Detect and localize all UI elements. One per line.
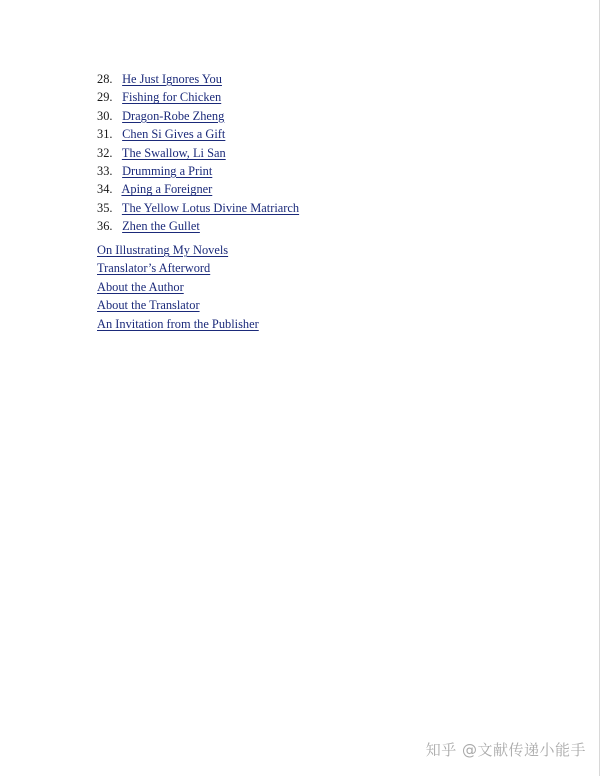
chapter-number: 36.	[97, 219, 113, 234]
chapter-number: 34.	[97, 182, 113, 197]
chapter-number: 28.	[97, 72, 113, 86]
back-matter-item	[97, 241, 259, 259]
chapter-link[interactable]: The Swallow, Li San	[121, 145, 226, 160]
back-matter-link-afterword[interactable]: Translator’s Afterword	[97, 261, 211, 276]
chapter-number: 29.	[97, 90, 113, 105]
toc-item	[97, 70, 299, 88]
toc-item	[97, 144, 299, 162]
chapter-number: 30.	[97, 108, 113, 123]
chapter-link[interactable]: He Just Ignores You	[122, 72, 222, 86]
back-matter-item	[97, 278, 259, 296]
toc-item	[97, 217, 299, 235]
back-matter-item	[97, 259, 259, 277]
chapter-link[interactable]: Chen Si Gives a Gift	[122, 127, 226, 142]
back-matter-link-illustrating[interactable]: On Illustrating My Novels	[97, 243, 229, 257]
back-matter-link-invitation[interactable]: An Invitation from the Publisher	[97, 316, 259, 331]
toc-item	[97, 107, 299, 125]
toc-item	[97, 162, 299, 180]
toc-item	[97, 125, 299, 143]
chapter-link[interactable]: The Yellow Lotus Divine Matriarch	[121, 200, 300, 215]
chapter-number: 32.	[97, 145, 113, 160]
chapter-link[interactable]: Drumming a Print	[122, 163, 213, 178]
toc-item	[97, 88, 299, 106]
chapter-link[interactable]: Fishing for Chicken	[122, 90, 222, 105]
chapter-link[interactable]: Aping a Foreigner	[121, 182, 213, 197]
back-matter-link-about-translator[interactable]: About the Translator	[97, 298, 200, 313]
toc-back-matter-list	[97, 241, 259, 333]
chapter-number: 35.	[97, 200, 113, 215]
toc-item	[97, 199, 299, 217]
back-matter-item	[97, 296, 259, 314]
chapter-number: 33.	[97, 163, 113, 178]
toc-numbered-list	[97, 70, 299, 236]
back-matter-item	[97, 315, 259, 333]
chapter-link[interactable]: Dragon-Robe Zheng	[122, 108, 225, 123]
watermark: 知乎 @文献传递小能手	[425, 741, 586, 759]
chapter-number: 31.	[97, 127, 113, 142]
chapter-link[interactable]: Zhen the Gullet	[122, 219, 200, 234]
back-matter-link-about-author[interactable]: About the Author	[97, 279, 184, 294]
toc-item	[97, 180, 299, 198]
